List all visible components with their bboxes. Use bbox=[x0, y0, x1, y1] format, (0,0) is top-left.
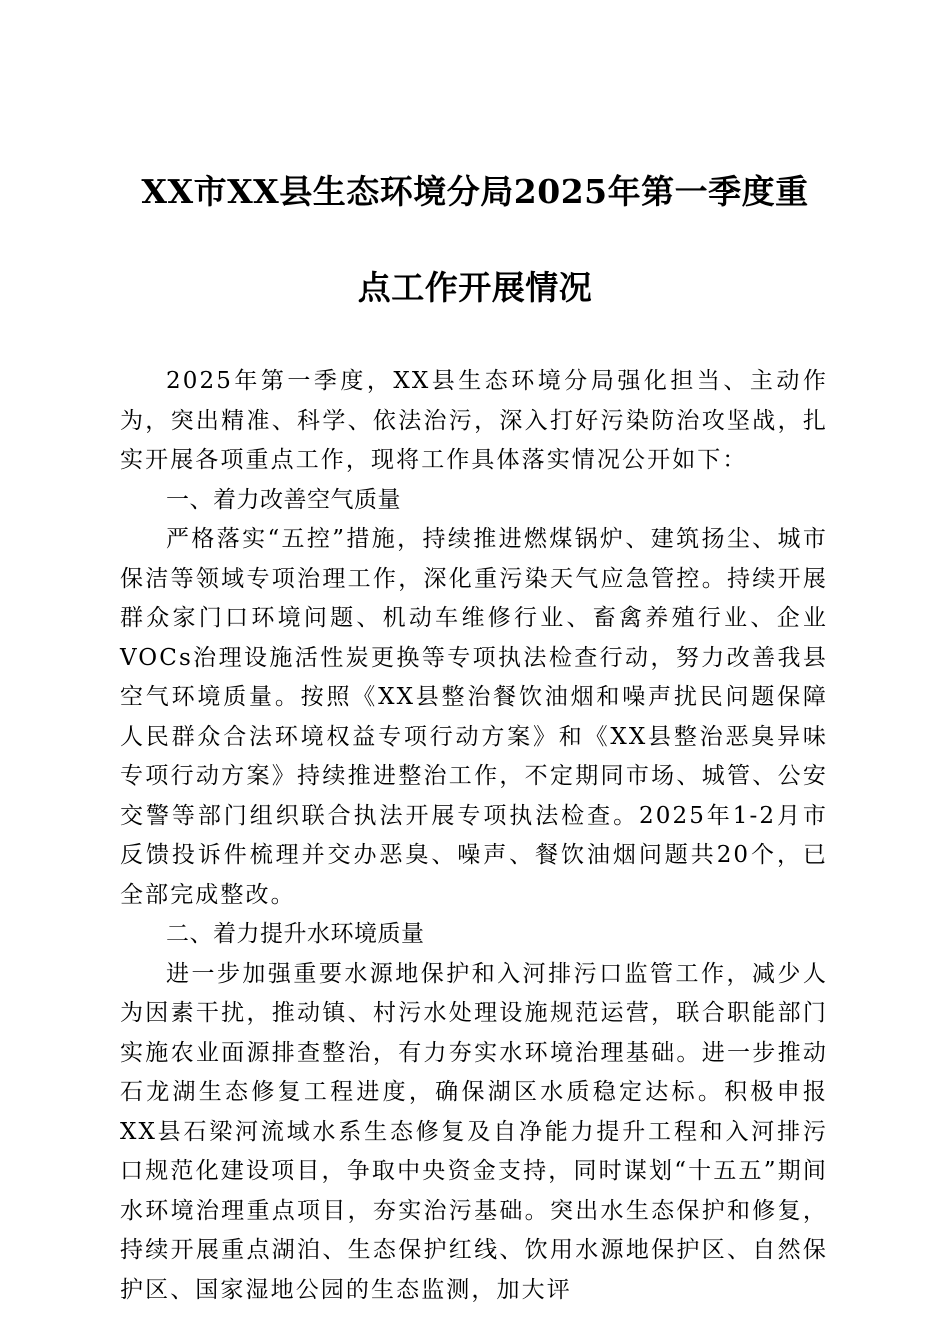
document-title-line-2: 点工作开展情况 bbox=[357, 268, 593, 307]
section-heading-water-quality: 二、着力提升水环境质量 bbox=[166, 921, 425, 947]
section-paragraph-water-quality: 进一步加强重要水源地保护和入河排污口监管工作，减少人为因素干扰，推动镇、村污水处理设施规范运营，联合职能部门实施农业面源排查整治，有力夯实水环境治理基础。进一步推动石龙湖生态修复工程进度，确保湖区水质稳定达标。积极申报XX县石梁河流域水系生态修复及自净能力提升工程和入河排污口规范化建设项目，争取中央资金支持，同时谋划“十五五”期间水环境治理重点项目，夯实治污基础。突出水生态保护和修复，持续开展重点湖泊、生态保护红线、饮用水源地保护区、自然保护区、国家湿地公园的生态监测，加大评 bbox=[120, 960, 828, 1303]
section-paragraph-air-quality: 严格落实“五控”措施，持续推进燃煤锅炉、建筑扬尘、城市保洁等领域专项治理工作，深化重污染天气应急管控。持续开展群众家门口环境问题、机动车维修行业、畜禽养殖行业、企业VOCs治理设施活性炭更换等专项执法检查行动，努力改善我县空气环境质量。按照《XX县整治餐饮油烟和噪声扰民问题保障人民群众合法环境权益专项行动方案》和《XX县整治恶臭异味专项行动方案》持续推进整治工作，不定期同市场、城管、公安交警等部门组织联合执法开展专项执法检查。2025年1-2月市反馈投诉件梳理并交办恶臭、噪声、餐饮油烟问题共20个，已全部完成整改。 bbox=[120, 526, 828, 908]
intro-paragraph: 2025年第一季度，XX县生态环境分局强化担当、主动作为，突出精准、科学、依法治污，深入打好污染防治攻坚战，扎实开展各项重点工作，现将工作具体落实情况公开如下： bbox=[120, 368, 828, 473]
document-title-line-1: XX市XX县生态环境分局2025年第一季度重 bbox=[141, 172, 809, 211]
document-body bbox=[120, 362, 828, 1310]
section-heading-air-quality: 一、着力改善空气质量 bbox=[166, 486, 401, 513]
